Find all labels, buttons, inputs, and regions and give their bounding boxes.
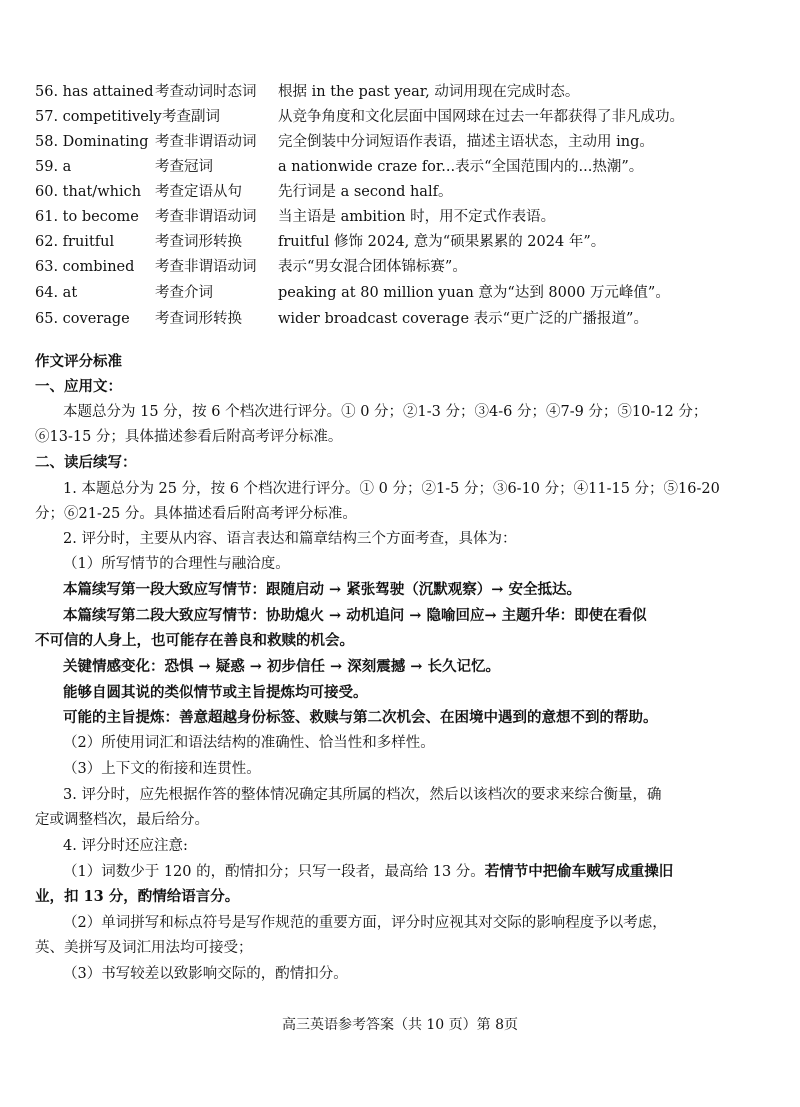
answer-type: 考查非谓语动词	[155, 134, 257, 150]
paragraph-line: 4. 评分时还应注意:	[63, 838, 188, 854]
paragraph-line: 定或调整档次，最后给分。	[35, 812, 209, 828]
answer-note: 当主语是 ambition 时，用不定式作表语。	[278, 209, 556, 225]
paragraph-line: （2）单词拼写和标点符号是写作规范的重要方面，评分时应视其对交际的影响程度予以考虑，	[63, 915, 667, 931]
answer-note: 从竞争角度和文化层面中国网球在过去一年都获得了非凡成功。	[278, 109, 684, 125]
deduction-rule-bold: 若情节中把偷车贼写成重操旧	[484, 863, 674, 880]
section-heading: 二、读后续写：	[35, 454, 137, 471]
plot-paragraph-two: 本篇续写第二段大致应写情节：协助熄火 → 动机追问 → 隐喻回应→ 主题升华：即使在看似	[63, 607, 647, 624]
paragraph-line: （3）书写较差以致影响交际的，酌情扣分。	[63, 966, 348, 982]
plot-paragraph-one: 本篇续写第一段大致应写情节：跟随启动 → 紧张驾驶（沉默观察）→ 安全抵达。	[63, 581, 581, 598]
answer-type: 考查定语从句	[155, 184, 242, 200]
paragraph-line	[63, 860, 798, 884]
theme-note: 可能的主旨提炼：善意超越身份标签、救赎与第二次机会、在困境中遇到的意想不到的帮助。	[63, 709, 658, 726]
answer-type: 考查介词	[155, 285, 213, 301]
section-heading: 一、应用文：	[35, 378, 122, 395]
answer-word: 62. fruitful	[35, 234, 115, 250]
paragraph-line: （2）所使用词汇和语法结构的准确性、恰当性和多样性。	[63, 735, 435, 751]
answer-word: 57. competitively	[35, 109, 162, 125]
paragraph-line: 业，扣 13 分，酌情给语言分。	[35, 888, 240, 905]
answer-word: 60. that/which	[35, 184, 142, 200]
answer-note: 先行词是 a second half。	[278, 184, 453, 200]
deduction-rule: （1）词数少于 120 的，酌情扣分；只写一段者，最高给 13 分。	[63, 864, 485, 880]
answer-word: 58. Dominating	[35, 134, 149, 150]
answer-note: 完全倒装中分词短语作表语，描述主语状态，主动用 ing。	[278, 134, 654, 150]
page-footer: 高三英语参考答案（共 10 页）第 8页	[281, 1017, 519, 1033]
paragraph-line: 3. 评分时，应先根据作答的整体情况确定其所属的档次，然后以该档次的要求来综合衡量，确	[63, 787, 662, 803]
answer-word: 56. has attained	[35, 84, 154, 100]
answer-type: 考查词形转换	[155, 311, 242, 327]
answer-type: 考查副词	[162, 109, 220, 125]
answer-word: 61. to become	[35, 209, 139, 225]
plot-paragraph-two-cont: 不可信的人身上，也可能存在善良和救赎的机会。	[35, 632, 354, 649]
answer-word: 59. a	[35, 159, 72, 175]
answer-note: wider broadcast coverage 表示“更广泛的广播报道”。	[278, 311, 648, 327]
answer-type: 考查冠词	[155, 159, 213, 175]
paragraph-line: 2. 评分时，主要从内容、语言表达和篇章结构三个方面考查，具体为：	[63, 531, 517, 547]
paragraph-line: 本题总分为 15 分，按 6 个档次进行评分。① 0 分；②1-3 分；③4-6 分；④7-9 分；⑤10-12 分；	[63, 404, 708, 420]
section-title: 作文评分标准	[35, 353, 122, 370]
acceptance-note: 能够自圆其说的类似情节或主旨提炼均可接受。	[63, 684, 368, 701]
paragraph-line: （1）所写情节的合理性与融洽度。	[63, 556, 290, 572]
answer-note: 表示“男女混合团体锦标赛”。	[278, 259, 467, 275]
answer-note: peaking at 80 million yuan 意为“达到 8000 万元峰值”。	[278, 285, 670, 301]
paragraph-line: 英、美拼写及词汇用法均可接受；	[35, 940, 253, 956]
answer-type: 考查词形转换	[155, 234, 242, 250]
emotion-change: 关键情感变化：恐惧 → 疑惑 → 初步信任 → 深刻震撼 → 长久记忆。	[63, 658, 500, 675]
paragraph-line: ⑥13-15 分；具体描述参看后附高考评分标准。	[35, 429, 343, 445]
answer-type: 考查非谓语动词	[155, 209, 257, 225]
answer-note: a nationwide craze for...表示“全国范围内的...热潮”。	[278, 159, 644, 175]
answer-note: 根据 in the past year, 动词用现在完成时态。	[278, 84, 580, 100]
paragraph-line: （3）上下文的衔接和连贯性。	[63, 761, 261, 777]
answer-word: 63. combined	[35, 259, 135, 275]
answer-type: 考查非谓语动词	[155, 259, 257, 275]
answer-word: 65. coverage	[35, 311, 130, 327]
paragraph-line: 分；⑥21-25 分。具体描述看后附高考评分标准。	[35, 506, 357, 522]
paragraph-line: 1. 本题总分为 25 分，按 6 个档次进行评分。① 0 分；②1-5 分；③6-10 分；④11-15 分；⑤16-20	[63, 481, 720, 497]
answer-type: 考查动词时态词	[155, 84, 257, 100]
answer-word: 64. at	[35, 285, 78, 301]
answer-note: fruitful 修饰 2024, 意为“硕果累累的 2024 年”。	[278, 234, 606, 250]
